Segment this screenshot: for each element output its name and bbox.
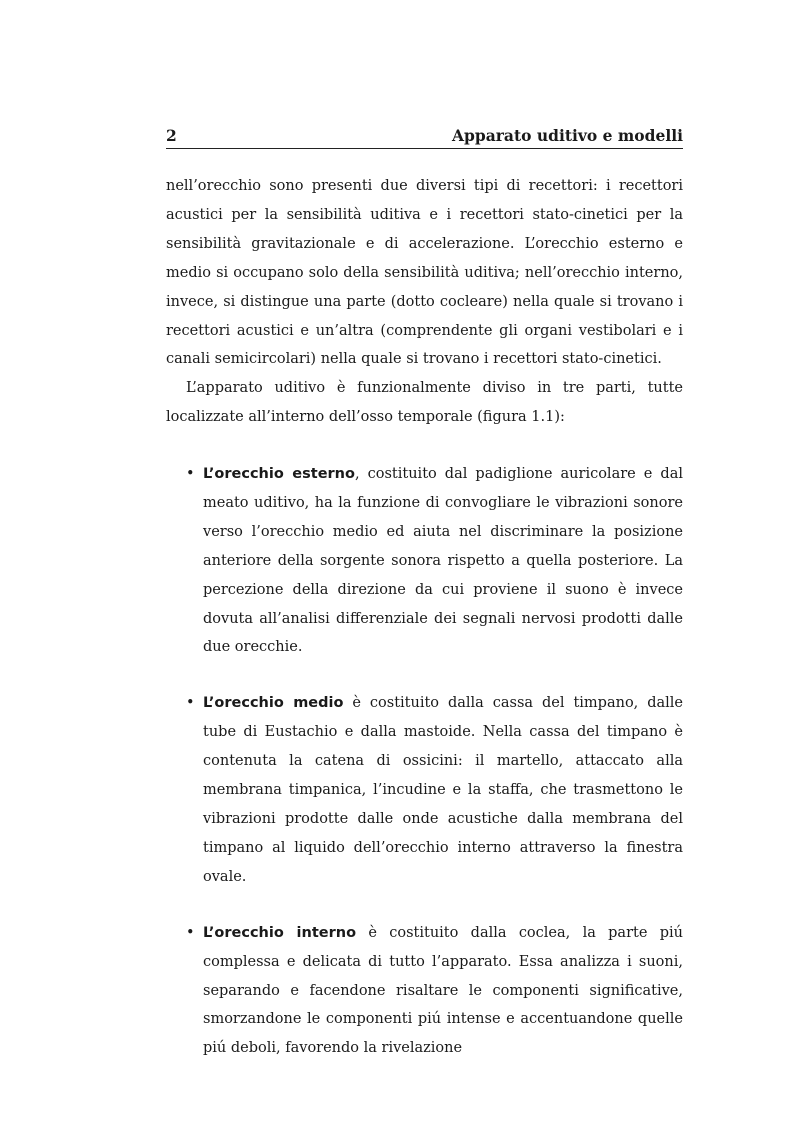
- item-text: è costituito dalla coclea, la parte piú complessa e delicata di tutto l’apparato. Essa analizza i suoni, separando e facendone risaltare le componenti significative, smorzandone le componenti piú intense e accentuandone quelle piú deboli, favorendo la rivelazione: [203, 924, 683, 1057]
- page-number: 2: [166, 126, 177, 145]
- item-term: L’orecchio medio: [203, 695, 344, 712]
- page-header: [166, 126, 683, 149]
- list-item: [166, 689, 683, 891]
- bullet-icon: •: [186, 466, 195, 482]
- item-text: , costituito dal padiglione auricolare e dal meato uditivo, ha la funzione di convogliare le vibrazioni sonore verso l’orecchio medio ed aiuta nel discriminare la posizione anteriore della sorgente sonora rispetto a quella posteriore. La percezione della direzione da cui proviene il suono è invece dovuta all’analisi differenziale dei segnali nervosi prodotti dalle due orecchie.: [203, 466, 683, 656]
- body-text: [166, 172, 683, 432]
- bullet-icon: •: [186, 695, 195, 712]
- paragraph: nell’orecchio sono presenti due diversi tipi di recettori: i recettori acustici per la sensibilità uditiva e i recettori stato-cinetici per la sensibilità gravitazionale e di accelerazione. L’orecchio esterno e medio si occupano solo della sensibilità uditiva; nell’orecchio interno, invece, si distingue una parte (dotto cocleare) nella quale si trovano i recettori acustici e un’altra (comprendente gli organi vestibolari e i canali semicircolari) nella quale si trovano i recettori stato-cinetici.: [166, 178, 683, 368]
- list-item: [166, 460, 683, 662]
- item-text: è costituito dalla cassa del timpano, dalle tube di Eustachio e dalla mastoide. Nella cassa del timpano è contenuta la catena di ossicini: il martello, attaccato alla membrana timpanica, l’incudine e la staffa, che trasmettono le vibrazioni prodotte dalle onde acustiche dalla membrana del timpano al liquido dell’orecchio interno attraverso la finestra ovale.: [203, 695, 684, 885]
- running-title: Apparato uditivo e modelli: [452, 126, 683, 145]
- item-term: L’orecchio interno: [203, 924, 357, 941]
- item-term: L’orecchio esterno: [203, 466, 355, 482]
- bullet-list: [166, 460, 683, 1090]
- list-item: [166, 919, 683, 1064]
- paragraph: L’apparato uditivo è funzionalmente diviso in tre parti, tutte localizzate all’interno dell’osso temporale (figura 1.1):: [166, 380, 683, 426]
- bullet-icon: •: [186, 924, 195, 941]
